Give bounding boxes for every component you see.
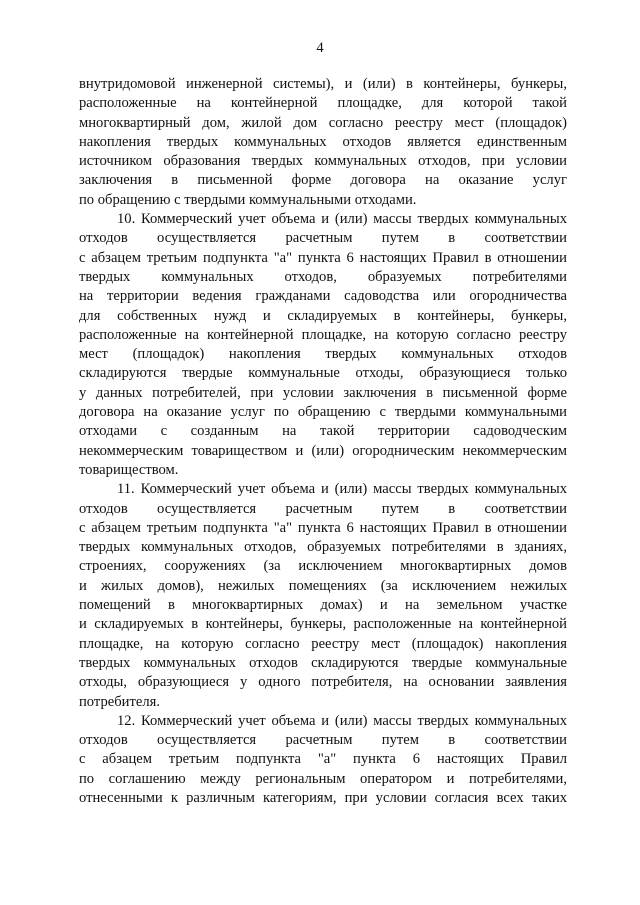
text-line: твердых коммунальных отходов складируются твердые коммунальные (79, 654, 567, 671)
text-line: для собственных нужд и складируемых в контейнеры, бункеры, (79, 307, 567, 324)
text-line: отходов осуществляется расчетным путем в соответствии (79, 732, 567, 749)
text-line: источником образования твердых коммунальных отходов, при условии (79, 153, 567, 170)
text-line: заключения в письменной форме договора на оказание услуг (79, 172, 567, 189)
text-line: мест (площадок) накопления твердых коммунальных отходов (79, 346, 567, 363)
text-line: 12. Коммерческий учет объема и (или) массы твердых коммунальных (117, 712, 567, 729)
paragraph (79, 712, 567, 808)
text-line: помещений в многоквартирных домах) и на земельном участке (79, 597, 567, 614)
paragraph (79, 75, 567, 210)
text-line: с абзацем третьим подпункта "а" пункта 6 настоящих Правил в отношении (79, 519, 567, 536)
text-line: накопления твердых коммунальных отходов является единственным (79, 133, 567, 150)
text-line: у данных потребителей, при условии заключения в письменной форме (79, 384, 567, 401)
text-line: складируются твердые коммунальные отходы, образующиеся только (79, 365, 567, 382)
text-line: расположенные на контейнерной площадке, для которой такой (79, 95, 567, 112)
text-line: с абзацем третьим подпункта "а" пункта 6 настоящих Правил в отношении (79, 249, 567, 266)
text-line: с абзацем третьим подпункта "а" пункта 6 настоящих Правил (79, 751, 567, 768)
text-line: внутридомовой инженерной системы), и (или) в контейнеры, бункеры, (79, 76, 567, 92)
document-body (79, 75, 567, 808)
text-line: строениях, сооружениях (за исключением многоквартирных домов (79, 558, 567, 575)
text-line: договора на оказание услуг по обращению с твердыми коммунальными (79, 404, 567, 421)
text-line: многоквартирный дом, жилой дом согласно реестру мест (площадок) (79, 114, 567, 131)
text-line: товариществом. (79, 461, 179, 478)
paragraph (79, 210, 567, 480)
page-number: 4 (316, 40, 324, 56)
text-line: твердых коммунальных отходов, образуемых потребителями в зданиях, (79, 539, 567, 556)
text-line: отходов осуществляется расчетным путем в соответствии (79, 230, 567, 247)
text-line: отходов осуществляется расчетным путем в соответствии (79, 500, 567, 517)
text-line: площадке, на которую согласно реестру мест (площадок) накопления (79, 635, 567, 652)
text-line: расположенные на контейнерной площадке, на которую согласно реестру (79, 326, 567, 343)
text-line: отнесенными к различным категориям, при условии согласия всех таких (79, 789, 567, 806)
text-line: твердых коммунальных отходов, образуемых потребителями (79, 268, 567, 285)
text-line: на территории ведения гражданами садоводства или огородничества (79, 288, 567, 305)
paragraph (79, 480, 567, 712)
text-line: и складируемых в контейнеры, бункеры, расположенные на контейнерной (79, 616, 567, 633)
text-line: 10. Коммерческий учет объема и (или) массы твердых коммунальных (117, 211, 567, 228)
text-line: отходы, образующиеся у одного потребителя, на основании заявления (79, 674, 567, 691)
text-line: 11. Коммерческий учет объема и (или) массы твердых коммунальных (117, 481, 567, 498)
text-line: по соглашению между региональным оператором и потребителями, (79, 770, 567, 787)
text-line: по обращению с твердыми коммунальными отходами. (79, 191, 417, 208)
text-line: и жилых домов), нежилых помещениях (за исключением нежилых (79, 577, 567, 594)
text-line: потребителя. (79, 693, 160, 710)
text-line: некоммерческим товариществом и (или) огородническим некоммерческим (79, 442, 567, 459)
text-line: отходами с созданным на такой территории садоводческим (79, 423, 567, 440)
